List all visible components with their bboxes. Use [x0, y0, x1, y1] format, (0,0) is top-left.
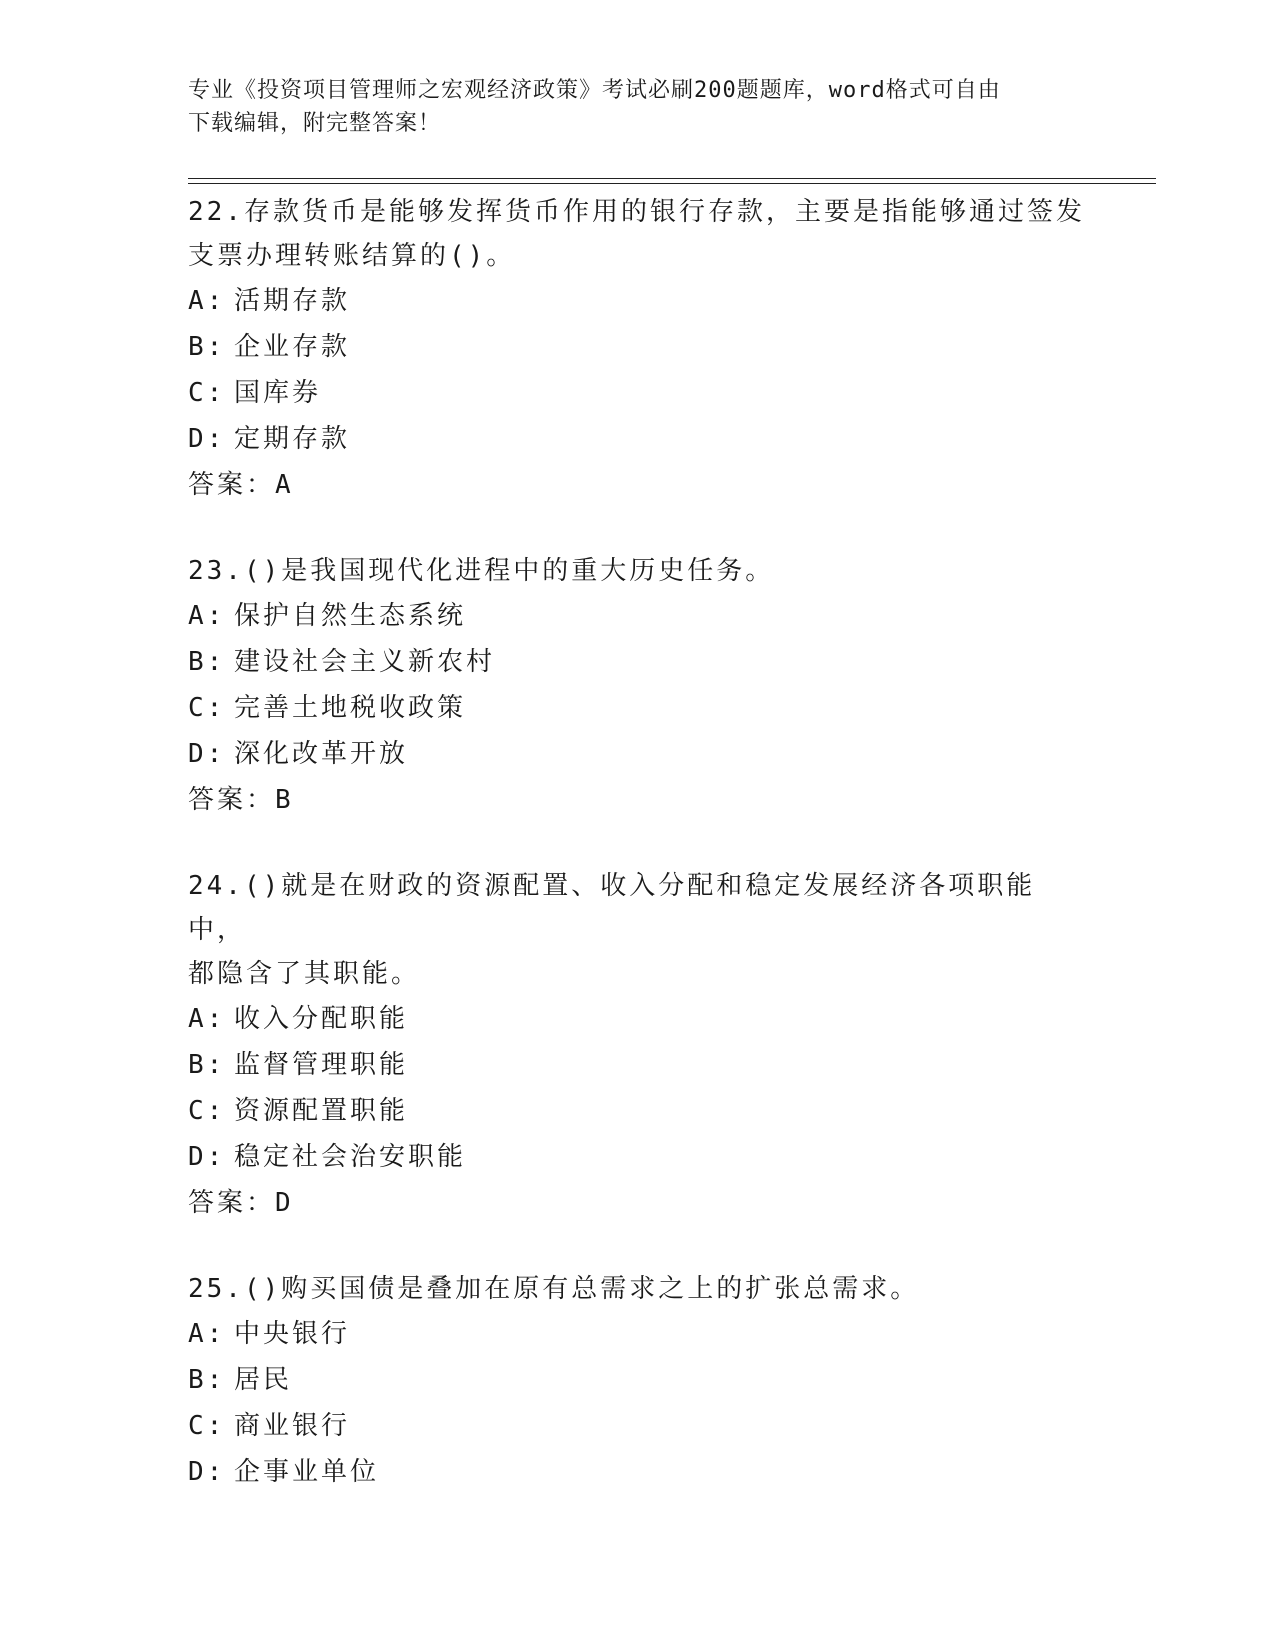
question-24-option-b [188, 1042, 1088, 1088]
question-list [188, 190, 1088, 1536]
option-text: 建设社会主义新农村 [234, 647, 496, 677]
option-text: 监督管理职能 [234, 1050, 409, 1080]
option-text: 收入分配职能 [234, 1004, 409, 1034]
question-23-option-c [188, 685, 1088, 731]
option-key: A: [188, 1319, 226, 1349]
question-24-option-a [188, 996, 1088, 1042]
option-text: 国库券 [234, 378, 322, 408]
document-header [188, 74, 1068, 140]
option-key: C: [188, 1096, 226, 1126]
option-key: D: [188, 1457, 226, 1487]
option-key: A: [188, 1004, 226, 1034]
option-text: 商业银行 [234, 1411, 351, 1441]
question-22-option-c [188, 370, 1088, 416]
option-key: D: [188, 424, 226, 454]
option-text: 深化改革开放 [234, 739, 409, 769]
question-24-text-line-2: 都隐含了其职能。 [188, 959, 421, 989]
question-22 [188, 190, 1088, 508]
question-23-answer: 答案：B [188, 785, 294, 815]
option-key: B: [188, 332, 226, 362]
option-text: 保护自然生态系统 [234, 601, 467, 631]
option-text: 稳定社会治安职能 [234, 1142, 467, 1172]
question-22-option-d [188, 416, 1088, 462]
question-22-option-a [188, 278, 1088, 324]
header-divider-top [188, 178, 1156, 179]
option-text: 中央银行 [234, 1319, 351, 1349]
option-key: B: [188, 647, 226, 677]
option-key: A: [188, 601, 226, 631]
question-25-option-a [188, 1311, 1088, 1357]
option-key: A: [188, 286, 226, 316]
header-line-1: 专业《投资项目管理师之宏观经济政策》考试必刷200题题库，word格式可自由 [188, 78, 1001, 103]
question-23-option-a [188, 593, 1088, 639]
header-divider-bottom [188, 183, 1156, 184]
option-key: B: [188, 1050, 226, 1080]
question-23-text-line-1: 23.()是我国现代化进程中的重大历史任务。 [188, 556, 775, 586]
question-24-option-c [188, 1088, 1088, 1134]
option-key: D: [188, 739, 226, 769]
option-text: 活期存款 [234, 286, 351, 316]
option-text: 企业存款 [234, 332, 351, 362]
option-key: D: [188, 1142, 226, 1172]
question-25-option-c [188, 1403, 1088, 1449]
question-24 [188, 864, 1088, 1226]
question-23 [188, 549, 1088, 823]
question-22-answer: 答案：A [188, 470, 294, 500]
question-22-text-line-1: 22.存款货币是能够发挥货币作用的银行存款，主要是指能够通过签发 [188, 197, 1085, 227]
option-key: C: [188, 378, 226, 408]
option-key: B: [188, 1365, 226, 1395]
option-text: 定期存款 [234, 424, 351, 454]
question-25 [188, 1267, 1088, 1495]
option-text: 居民 [234, 1365, 293, 1395]
option-key: C: [188, 1411, 226, 1441]
option-text: 完善土地税收政策 [234, 693, 467, 723]
question-25-text-line-1: 25.()购买国债是叠加在原有总需求之上的扩张总需求。 [188, 1274, 920, 1304]
question-24-option-d [188, 1134, 1088, 1180]
question-22-text-line-2: 支票办理转账结算的()。 [188, 241, 516, 271]
option-key: C: [188, 693, 226, 723]
option-text: 资源配置职能 [234, 1096, 409, 1126]
question-22-option-b [188, 324, 1088, 370]
question-23-option-b [188, 639, 1088, 685]
header-line-2: 下载编辑，附完整答案！ [188, 111, 442, 136]
option-text: 企事业单位 [234, 1457, 380, 1487]
question-23-option-d [188, 731, 1088, 777]
question-25-option-b [188, 1357, 1088, 1403]
question-24-text-line-1: 24.()就是在财政的资源配置、收入分配和稳定发展经济各项职能中， [188, 871, 1036, 945]
question-25-option-d [188, 1449, 1088, 1495]
question-24-answer: 答案：D [188, 1188, 294, 1218]
